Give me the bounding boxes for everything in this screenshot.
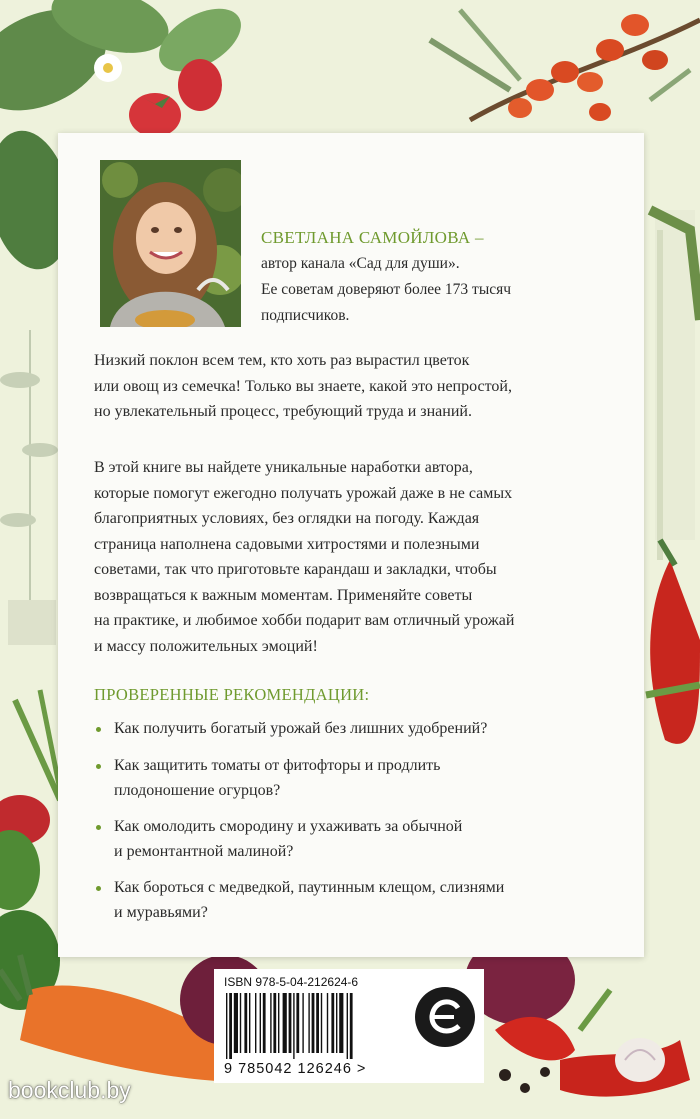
- list-item: [94, 753, 634, 803]
- list-item-text: Как бороться с медведкой, паутинным клещом, слизнями: [114, 879, 505, 896]
- list-item-text: Как защитить томаты от фитофторы и продлить: [114, 757, 441, 774]
- leek-illustration: [650, 210, 700, 560]
- barcode-bars: [224, 993, 414, 1059]
- book-description-paragraph: [94, 455, 624, 659]
- bullet-icon: [96, 764, 101, 769]
- bullet-icon: [96, 727, 101, 732]
- text-line: страница наполнена садовыми хитростями и полезными: [94, 535, 480, 553]
- publisher-logo: [414, 986, 476, 1048]
- text-line: советами, так что приготовьте карандаш и закладки, чтобы: [94, 561, 497, 578]
- watermark: bookclub.by: [8, 1077, 131, 1103]
- recommendations-list: [94, 716, 634, 925]
- text-line: и массу положительных эмоций!: [94, 637, 318, 655]
- author-bio: [261, 251, 641, 329]
- list-item-text: Как получить богатый урожай без лишних удобрений?: [114, 720, 488, 737]
- recommendations-title: ПРОВЕРЕННЫЕ РЕКОМЕНДАЦИИ:: [94, 685, 370, 704]
- list-item-text: Как омолодить смородину и ухаживать за обычной: [114, 818, 463, 835]
- author-bio-line: автор канала «Сад для души».: [261, 255, 460, 272]
- author-bio-line: Ее советам доверяют более 173 тысяч: [261, 281, 512, 298]
- author-bio-line: подписчиков.: [261, 307, 350, 324]
- text-line: благоприятных условиях, без оглядки на погоду. Каждая: [94, 510, 480, 527]
- description-panel: [58, 133, 644, 957]
- text-line: или овощ из семечка! Только вы знаете, какой это непростой,: [94, 377, 512, 395]
- list-item: [94, 814, 634, 864]
- list-item-text: плодоношение огурцов?: [114, 782, 281, 799]
- bullet-icon: [96, 886, 101, 891]
- list-item-text: и ремонтантной малиной?: [114, 843, 294, 860]
- text-line: В этой книге вы найдете уникальные наработки автора,: [94, 459, 473, 476]
- author-name: СВЕТЛАНА САМОЙЛОВА –: [261, 228, 484, 247]
- intro-paragraph: [94, 348, 624, 425]
- text-line: на практике, и любимое хобби подарит вам отличный урожай: [94, 612, 515, 629]
- list-item: [94, 716, 634, 741]
- list-item: [94, 875, 634, 925]
- list-item-text: и муравьями?: [114, 904, 208, 921]
- bullet-icon: [96, 825, 101, 830]
- text-line: Низкий поклон всем тем, кто хоть раз вырастил цветок: [94, 352, 470, 369]
- isbn-label: ISBN 978-5-04-212624-6: [224, 975, 359, 989]
- text-line: но увлекательный процесс, требующий труда и знаний.: [94, 403, 472, 420]
- barcode-digits: 9 785042 126246 >: [224, 1061, 367, 1077]
- text-line: которые помогут ежегодно получать урожай даже в не самых: [94, 484, 513, 502]
- garlic-illustration: [615, 1038, 665, 1082]
- text-line: возвращаться к важным моментам. Применяйте советы: [94, 586, 473, 604]
- author-photo: [100, 160, 241, 327]
